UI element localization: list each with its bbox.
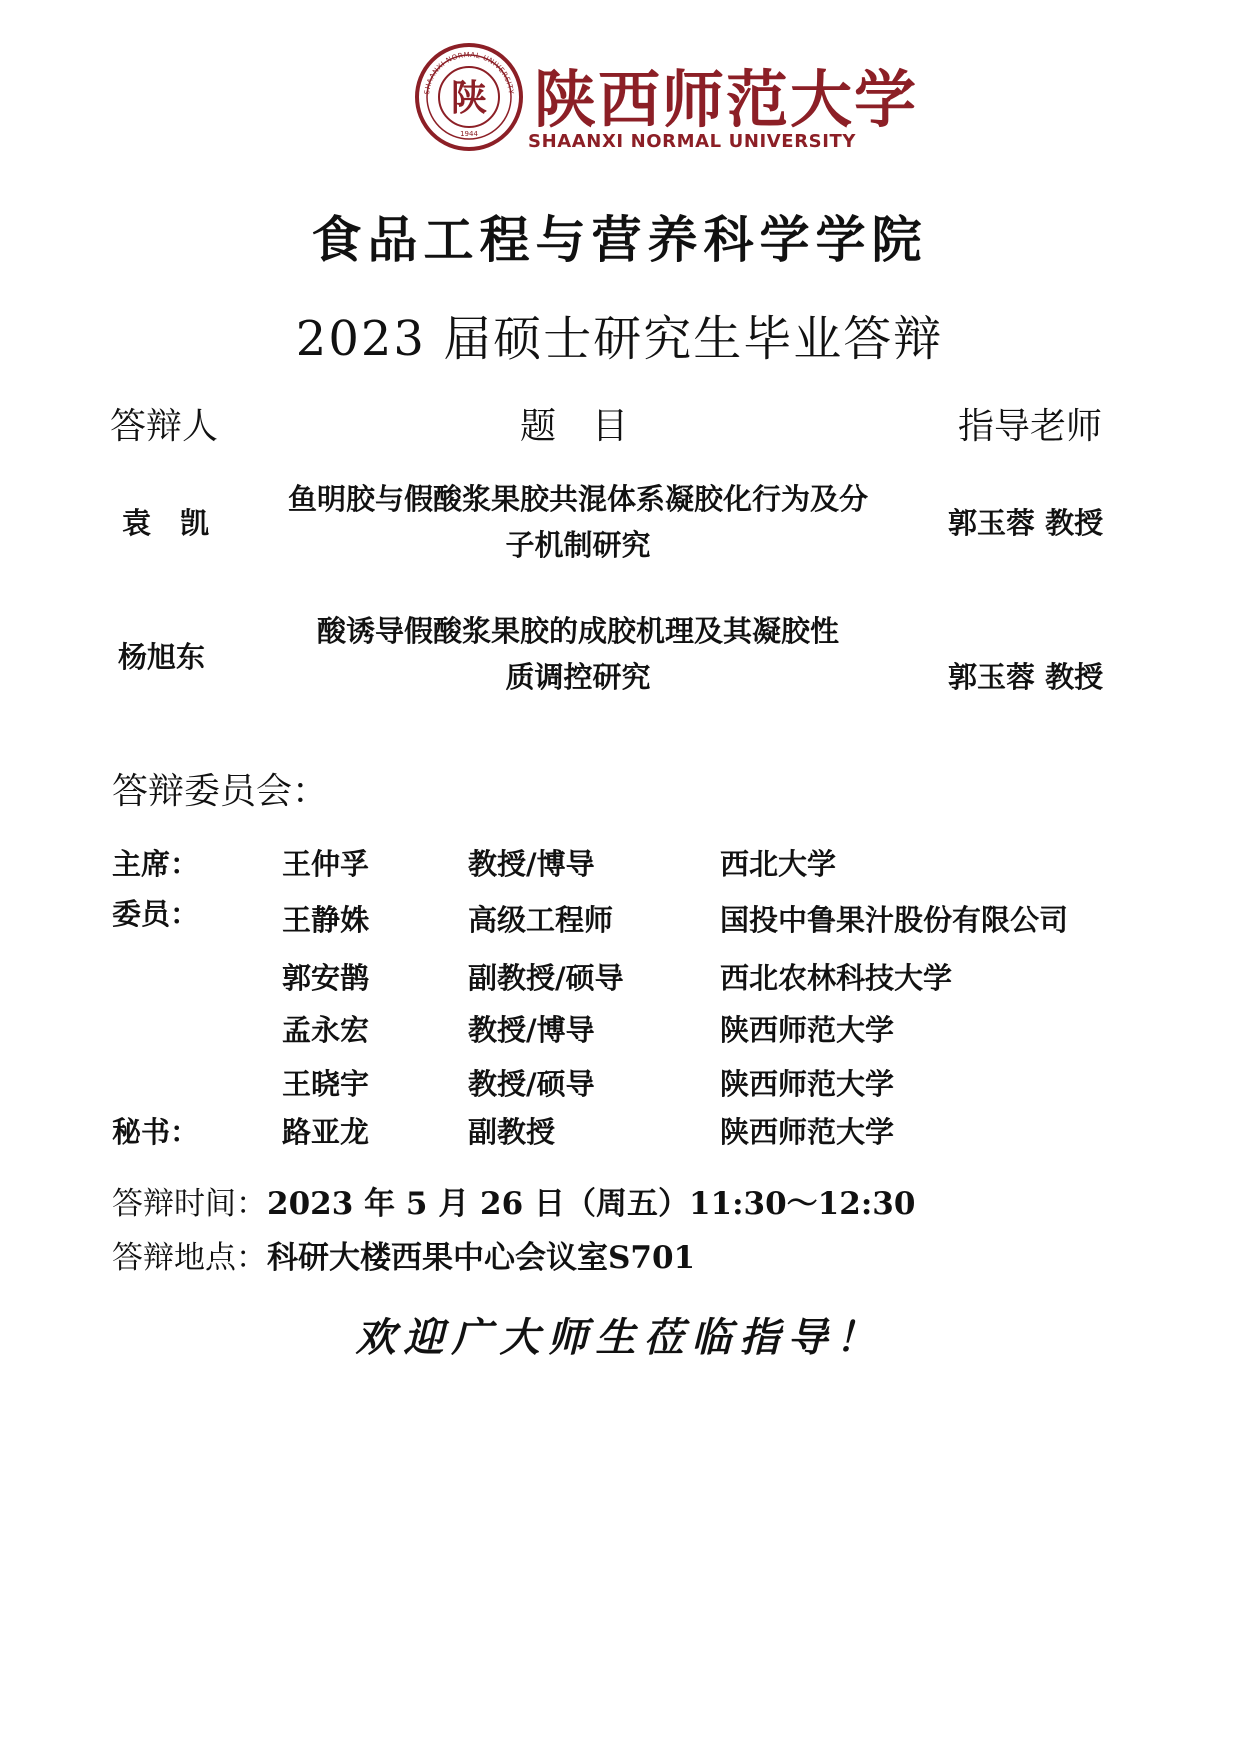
committee-name: 王仲孚 bbox=[282, 847, 370, 881]
topic-line: 鱼明胶与假酸浆果胶共混体系凝胶化行为及分 bbox=[287, 482, 868, 516]
committee-name: 孟永宏 bbox=[282, 1013, 370, 1047]
committee-institution: 陕西师范大学 bbox=[720, 1067, 895, 1101]
topic-line: 酸诱导假酸浆果胶的成胶机理及其凝胶性 bbox=[316, 614, 839, 648]
committee-role: 委员： bbox=[112, 897, 200, 931]
committee-role: 秘书： bbox=[112, 1115, 200, 1149]
committee-name: 郭安鹊 bbox=[282, 961, 370, 995]
committee-title: 教授/博导 bbox=[468, 847, 595, 881]
university-name-cn: 陕西师范大学 bbox=[534, 63, 919, 136]
topic-line: 子机制研究 bbox=[505, 528, 651, 562]
committee-title: 高级工程师 bbox=[468, 903, 614, 937]
defender-name: 袁 凯 bbox=[122, 506, 210, 540]
svg-text:陕: 陕 bbox=[450, 77, 488, 119]
topic-line: 质调控研究 bbox=[505, 660, 651, 694]
committee-heading: 答辩委员会： bbox=[112, 771, 329, 812]
committee-title: 副教授/硕导 bbox=[468, 961, 624, 995]
event-title: 2023 届硕士研究生毕业答辩 bbox=[295, 311, 944, 367]
defense-time-value: 2023 年 5 月 26 日（周五）11:30～12:30 bbox=[267, 1186, 916, 1222]
college-name: 食品工程与营养科学学院 bbox=[311, 210, 928, 269]
defense-place-label: 答辩地点： bbox=[112, 1240, 267, 1276]
advisor-name: 郭玉蓉 教授 bbox=[948, 660, 1104, 694]
university-seal-icon bbox=[414, 38, 524, 156]
committee-title: 教授/硕导 bbox=[468, 1067, 595, 1101]
svg-text:SHAANXI NORMAL UNIVERSITY: SHAANXI NORMAL UNIVERSITY bbox=[423, 50, 515, 95]
defense-time-label: 答辩时间： bbox=[112, 1186, 267, 1222]
defense-time bbox=[112, 1178, 915, 1223]
committee-name: 王静姝 bbox=[282, 903, 370, 937]
committee-title: 副教授 bbox=[468, 1115, 556, 1149]
column-advisor: 指导老师 bbox=[958, 406, 1103, 447]
welcome-message: 欢迎广大师生莅临指导！ bbox=[355, 1314, 884, 1361]
committee-institution: 陕西师范大学 bbox=[720, 1115, 895, 1149]
committee-name: 王晓宇 bbox=[282, 1067, 370, 1101]
committee-institution: 陕西师范大学 bbox=[720, 1013, 895, 1047]
committee-role: 主席： bbox=[112, 847, 200, 881]
university-logo bbox=[414, 38, 919, 162]
defender-name: 杨旭东 bbox=[118, 640, 206, 674]
committee-institution: 西北大学 bbox=[720, 847, 837, 881]
committee-institution: 国投中鲁果汁股份有限公司 bbox=[720, 903, 1069, 937]
committee-title: 教授/博导 bbox=[468, 1013, 595, 1047]
column-defender: 答辩人 bbox=[110, 406, 219, 447]
column-topic: 题 目 bbox=[520, 406, 629, 447]
defense-place-value: 科研大楼西果中心会议室S701 bbox=[267, 1240, 696, 1276]
svg-text:1944: 1944 bbox=[460, 130, 478, 138]
defense-place bbox=[112, 1232, 695, 1277]
university-name-en: SHAANXI NORMAL UNIVERSITY bbox=[528, 131, 857, 152]
committee-name: 路亚龙 bbox=[282, 1115, 370, 1149]
advisor-name: 郭玉蓉 教授 bbox=[948, 506, 1104, 540]
committee-institution: 西北农林科技大学 bbox=[720, 961, 953, 995]
